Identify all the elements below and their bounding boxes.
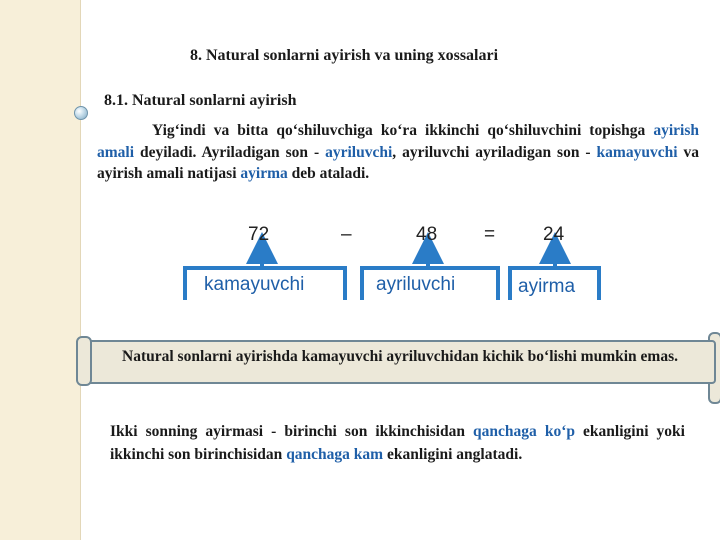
term-kamayuvchi: kamayuvchi bbox=[596, 143, 678, 161]
meaning-paragraph: Ikki sonning ayirmasi - birinchi son ikkinchisidan qanchaga ko‘p ekanligini yoki ikkinchi son birinchisidan qanchaga kam ekanligini anglatadi. bbox=[110, 423, 685, 463]
term-ayirish-amali: ayirish amali bbox=[97, 122, 699, 161]
term-qanchaga-kam: qanchaga kam bbox=[286, 446, 384, 463]
scroll-roll-left bbox=[76, 336, 92, 386]
label-kamayuvchi: kamayuvchi bbox=[204, 274, 305, 295]
equals-sign: = bbox=[484, 224, 496, 245]
note-text: Natural sonlarni ayirishda kamayuvchi ayriluvchidan kichik bo‘lishi mumkin emas. bbox=[122, 348, 678, 365]
term-qanchaga-kop: qanchaga ko‘p bbox=[473, 423, 575, 440]
difference-value: 24 bbox=[543, 224, 565, 245]
definition-paragraph: Yig‘indi va bitta qo‘shiluvchiga ko‘ra ikkinchi qo‘shiluvchini topishga ayirish amali deyiladi. Ayriladigan son - ayriluvchi, ayriluvchi ayriladigan son - kamayuvchi va ayirish amali natijasi ayirma deb ataladi. bbox=[97, 122, 699, 182]
section-subtitle: 8.1. Natural sonlarni ayirish bbox=[104, 92, 297, 109]
minuend-value: 72 bbox=[248, 224, 270, 245]
term-ayriluvchi: ayriluvchi bbox=[325, 143, 393, 161]
label-ayriluvchi: ayriluvchi bbox=[376, 274, 456, 295]
term-ayirma: ayirma bbox=[240, 165, 288, 182]
minus-sign: – bbox=[341, 224, 352, 245]
page-title: 8. Natural sonlarni ayirish va uning xossalari bbox=[190, 47, 499, 64]
subtrahend-value: 48 bbox=[416, 224, 438, 245]
subtraction-diagram bbox=[170, 218, 620, 308]
bullet-dot-icon bbox=[74, 106, 88, 120]
left-decorative-band bbox=[0, 0, 81, 540]
label-ayirma: ayirma bbox=[518, 276, 576, 297]
